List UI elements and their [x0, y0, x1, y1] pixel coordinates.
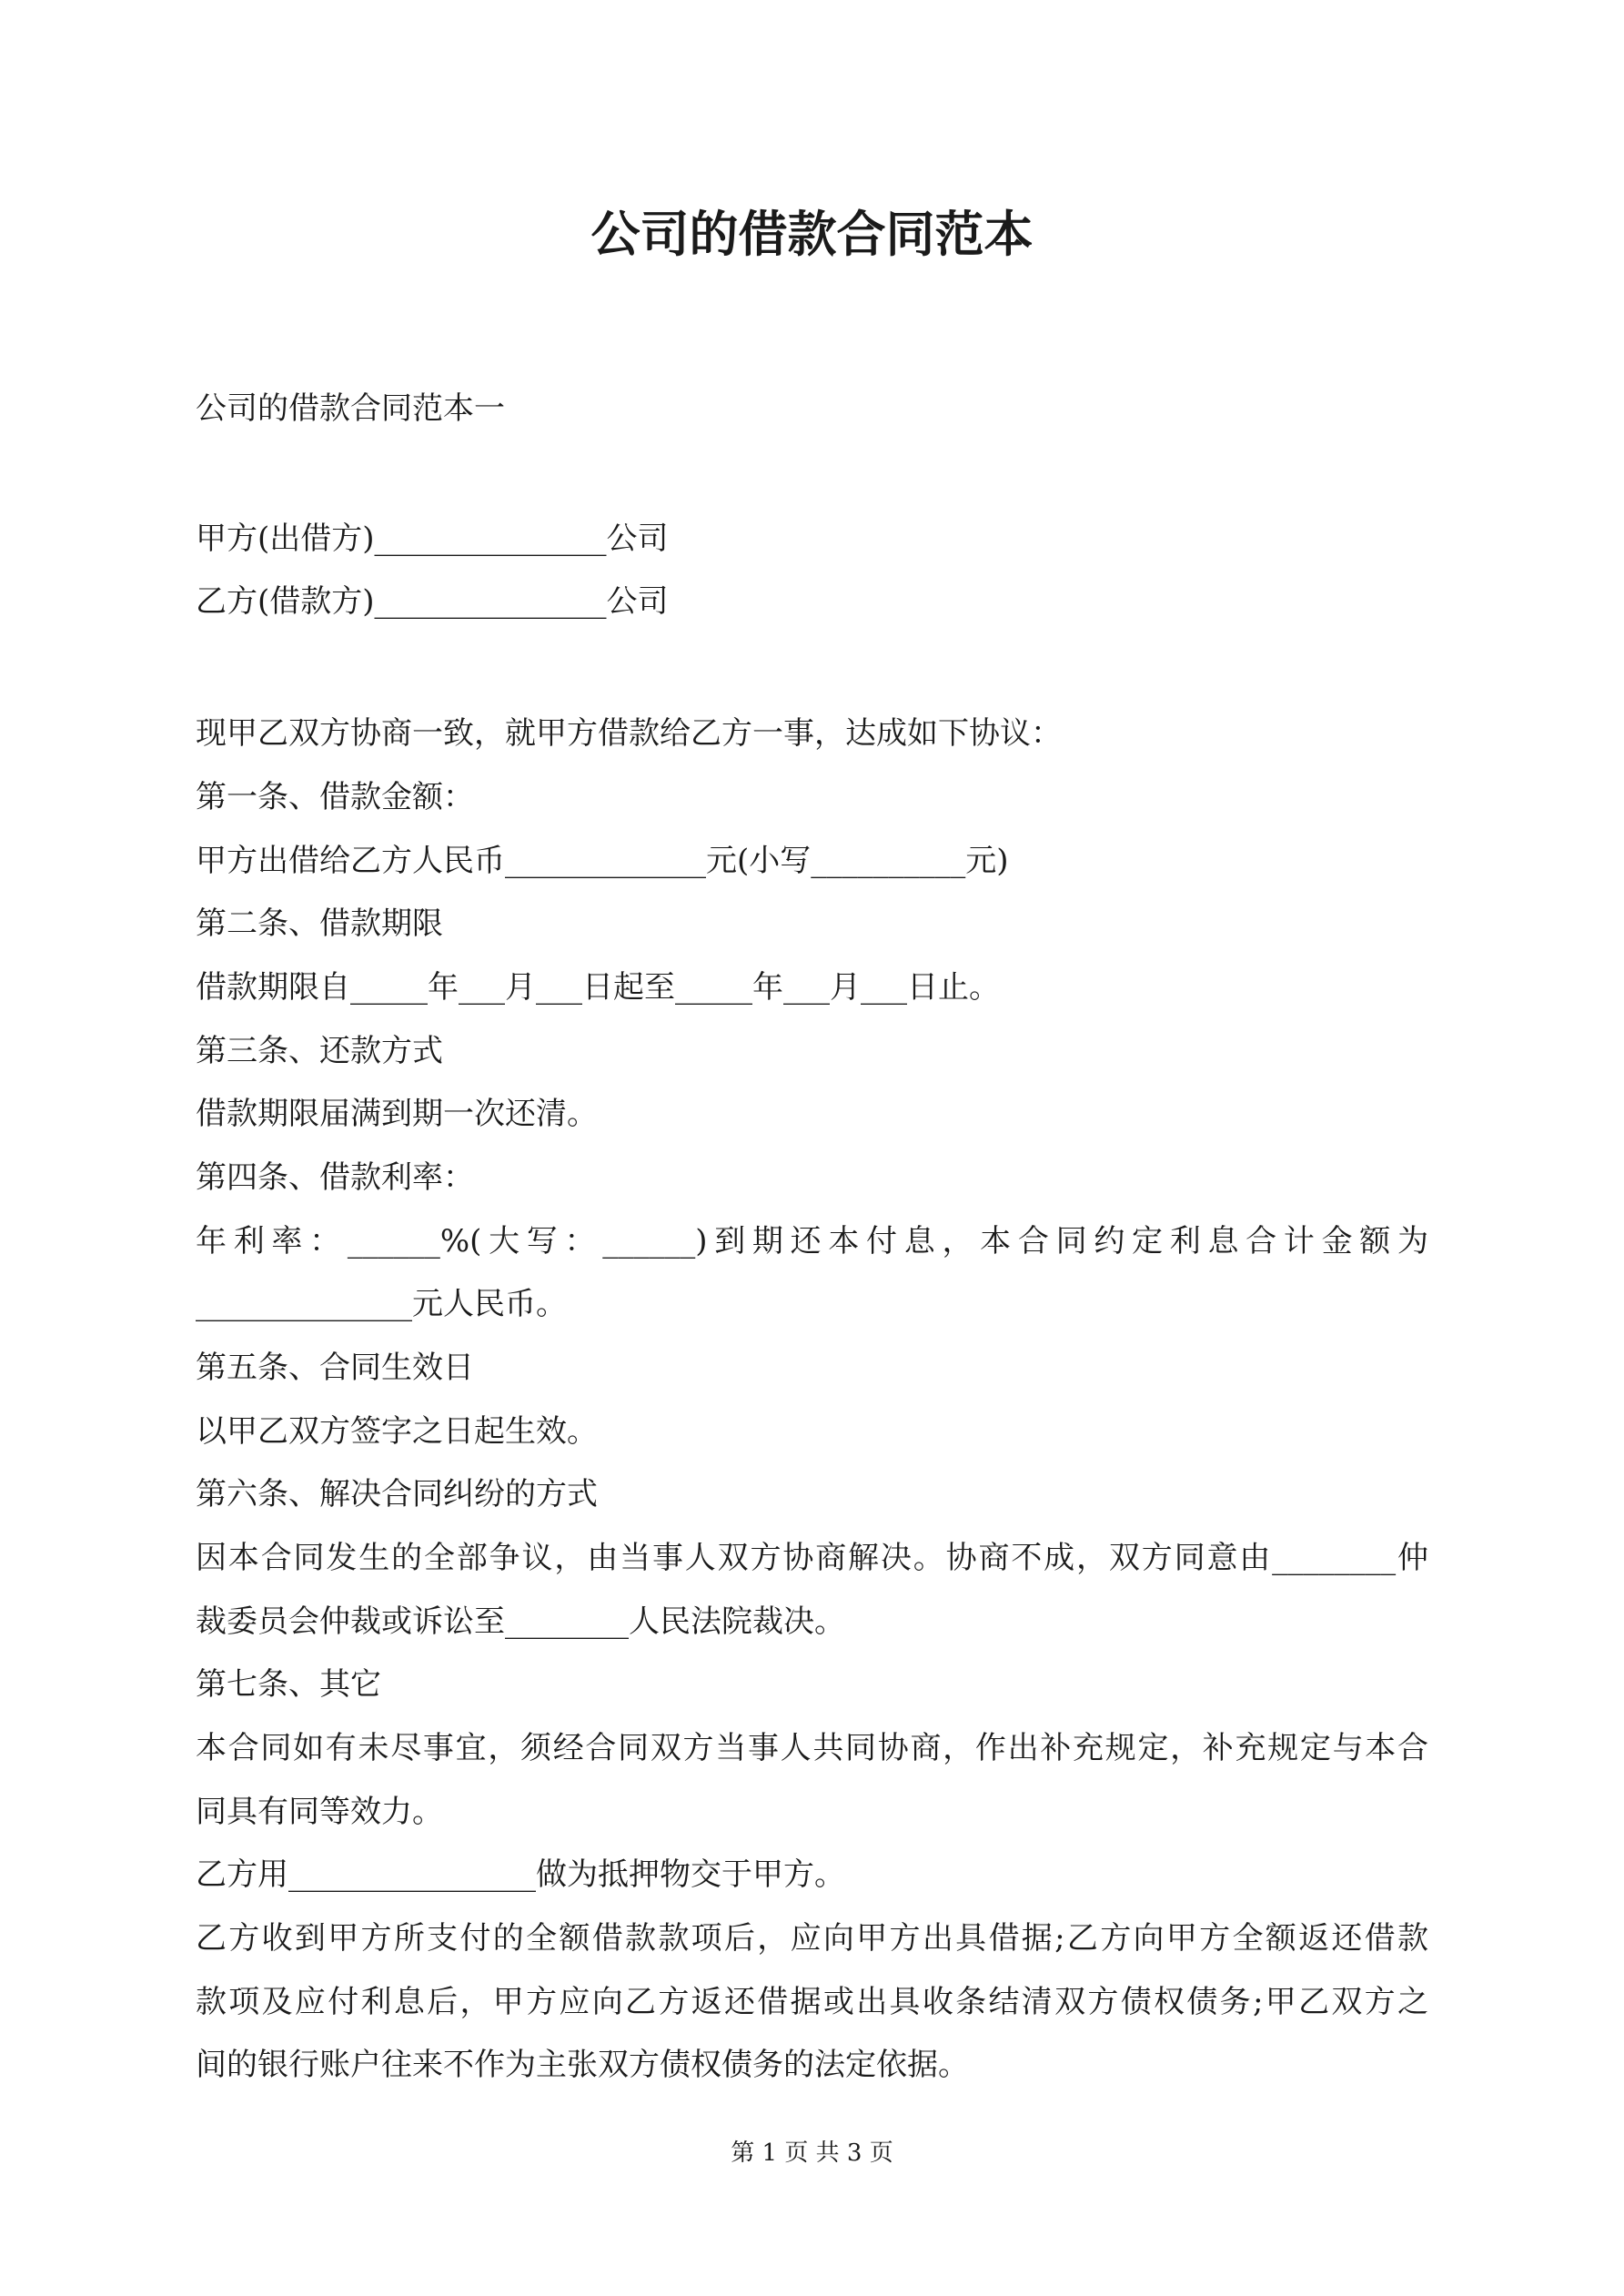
article-6-text-cont: 裁委员会仲裁或诉讼至________人民法院裁决。 — [196, 1603, 845, 1640]
article-1-heading: 第一条、借款金额： — [196, 779, 474, 815]
document-title: 公司的借款合同范本 — [590, 205, 1034, 263]
article-5-text: 以甲乙双方签字之日起生效。 — [196, 1413, 598, 1450]
article-2-text: 借款期限自_____年___月___日起至_____年___月___日止。 — [196, 969, 1000, 1006]
party-b-line: 乙方(借款方)_______________公司 — [196, 583, 669, 620]
article-7-text-cont: 同具有同等效力。 — [196, 1794, 443, 1830]
article-3-text: 借款期限届满到期一次还清。 — [196, 1096, 598, 1132]
article-5-heading: 第五条、合同生效日 — [196, 1350, 474, 1386]
collateral-text: 乙方用________________做为抵押物交于甲方。 — [196, 1856, 845, 1893]
agreement-intro: 现甲乙双方协商一致，就甲方借款给乙方一事，达成如下协议： — [196, 715, 1062, 752]
section-heading: 公司的借款合同范本一 — [196, 390, 505, 427]
party-a-line: 甲方(出借方)_______________公司 — [196, 521, 669, 557]
page-number: 第 1 页 共 3 页 — [731, 2139, 893, 2167]
receipt-text-2: 款项及应付利息后，甲方应向乙方返还借据或出具收条结清双方债权债务;甲乙双方之 — [196, 1984, 1428, 2020]
article-4-text: 年利率：______%(大写：______)到期还本付息，本合同约定利息合计金额为 — [196, 1223, 1428, 1259]
receipt-text-1: 乙方收到甲方所支付的全额借款款项后，应向甲方出具借据;乙方向甲方全额返还借款 — [196, 1920, 1428, 1957]
article-3-heading: 第三条、还款方式 — [196, 1033, 443, 1069]
article-4-heading: 第四条、借款利率： — [196, 1159, 474, 1196]
article-1-text: 甲方出借给乙方人民币_____________元(小写__________元) — [196, 843, 1009, 879]
article-6-text: 因本合同发生的全部争议，由当事人双方协商解决。协商不成，双方同意由________仲 — [196, 1540, 1428, 1576]
article-2-heading: 第二条、借款期限 — [196, 905, 443, 942]
receipt-text-3: 间的银行账户往来不作为主张双方债权债务的法定依据。 — [196, 2047, 969, 2083]
article-6-heading: 第六条、解决合同纠纷的方式 — [196, 1476, 598, 1512]
article-7-heading: 第七条、其它 — [196, 1666, 381, 1703]
article-7-text: 本合同如有未尽事宜，须经合同双方当事人共同协商，作出补充规定，补充规定与本合 — [196, 1730, 1428, 1766]
article-4-text-cont: ______________元人民币。 — [196, 1286, 567, 1322]
